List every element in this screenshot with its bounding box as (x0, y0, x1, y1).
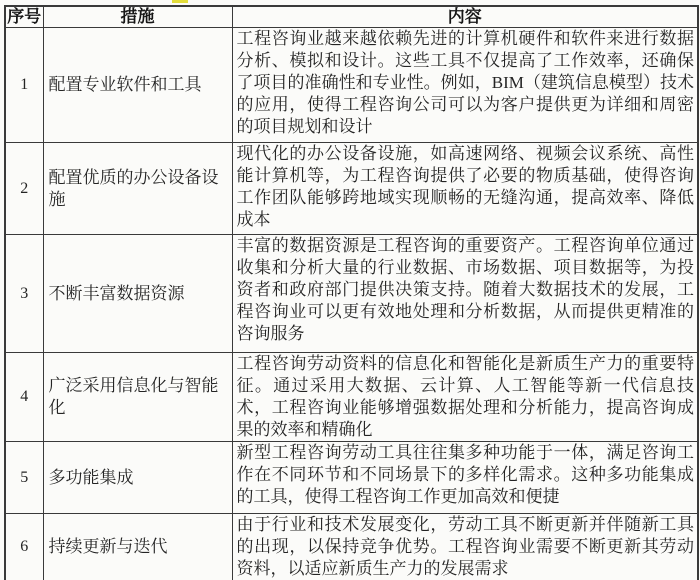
row-number-cell: 3 (5, 235, 43, 353)
table-header-row (5, 6, 698, 28)
measure-cell: 广泛采用信息化与智能化 (43, 353, 232, 442)
row-number-cell: 1 (5, 28, 43, 143)
content-cell: 工程咨询业越来越依赖先进的计算机硬件和软件来进行数据分析、模拟和设计。这些工具不仅提高了工作效率，还确保了项目的准确性和专业性。例如，BIM（建筑信息模型）技术的应用，使得工程咨询公司可以为客户提供更为详细和周密的项目规划和设计 (232, 28, 698, 143)
measures-table (4, 5, 699, 580)
row-number-cell: 2 (5, 143, 43, 235)
measure-cell: 持续更新与迭代 (43, 514, 232, 580)
table-row (5, 353, 698, 442)
measure-cell: 配置专业软件和工具 (43, 28, 232, 143)
header-cell-measure: 措施 (43, 6, 232, 28)
table-row (5, 143, 698, 235)
content-cell: 由于行业和技术发展变化，劳动工具不断更新并伴随新工具的出现，以保持竞争优势。工程咨询业需要不断更新其劳动资料，以适应新质生产力的发展需求 (232, 514, 698, 580)
header-cell-serial: 序号 (5, 6, 43, 28)
measure-cell: 不断丰富数据资源 (43, 235, 232, 353)
row-number-cell: 6 (5, 514, 43, 580)
highlight-artifact (172, 0, 188, 3)
content-cell: 丰富的数据资源是工程咨询的重要资产。工程咨询单位通过收集和分析大量的行业数据、市场数据、项目数据等，为投资者和政府部门提供决策支持。随着大数据技术的发展，工程咨询业可以更有效地处理和分析数据，从而提供更精准的咨询服务 (232, 235, 698, 353)
row-number-cell: 4 (5, 353, 43, 442)
row-number-cell: 5 (5, 442, 43, 514)
content-cell: 现代化的办公设备设施，如高速网络、视频会议系统、高性能计算机等，为工程咨询提供了必要的物质基础，使得咨询工作团队能够跨地域实现顺畅的无缝沟通，提高效率、降低成本 (232, 143, 698, 235)
header-cell-content: 内容 (232, 6, 698, 28)
table-row (5, 442, 698, 514)
content-cell: 工程咨询劳动资料的信息化和智能化是新质生产力的重要特征。通过采用大数据、云计算、人工智能等新一代信息技术，工程咨询业能够增强数据处理和分析能力，提高咨询成果的效率和精确化 (232, 353, 698, 442)
content-cell: 新型工程咨询劳动工具往往集多种功能于一体，满足咨询工作在不同环节和不同场景下的多样化需求。这种多功能集成的工具，使得工程咨询工作更加高效和便捷 (232, 442, 698, 514)
table-row (5, 28, 698, 143)
table-row (5, 235, 698, 353)
table-row (5, 514, 698, 580)
measure-cell: 多功能集成 (43, 442, 232, 514)
measure-cell: 配置优质的办公设备设施 (43, 143, 232, 235)
